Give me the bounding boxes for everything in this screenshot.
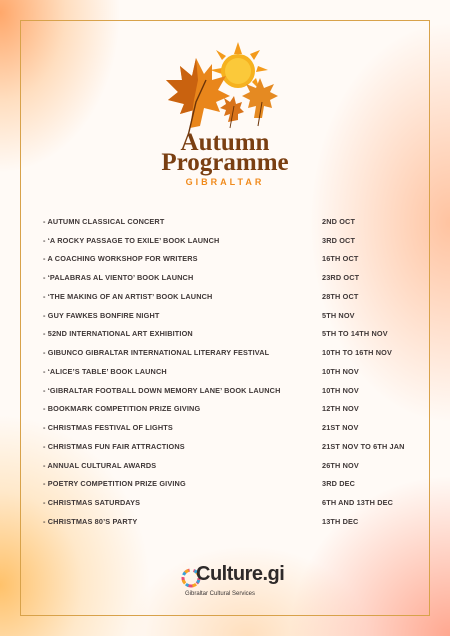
event-name: - CHRISTMAS SATURDAYS	[43, 498, 141, 508]
event-row	[43, 362, 423, 381]
event-row	[43, 418, 423, 437]
event-date: 28TH OCT	[322, 291, 359, 301]
event-list	[43, 212, 423, 531]
event-row	[43, 475, 423, 494]
event-date: 16TH OCT	[322, 254, 359, 264]
event-name: - 52ND INTERNATIONAL ART EXHIBITION	[43, 329, 193, 339]
event-name: - AUTUMN CLASSICAL CONCERT	[43, 216, 165, 226]
title-line-1: Autumn	[180, 129, 270, 156]
event-name: - ‘GIBRALTAR FOOTBALL DOWN MEMORY LANE’ BOOK LAUNCH	[43, 385, 281, 395]
event-row	[43, 231, 423, 250]
event-row	[43, 493, 423, 512]
event-name: - GUY FAWKES BONFIRE NIGHT	[43, 310, 160, 320]
event-date: 21ST NOV TO 6TH JAN	[322, 441, 405, 451]
event-name: - ANNUAL CULTURAL AWARDS	[43, 460, 157, 470]
event-row	[43, 343, 423, 362]
event-name: - POETRY COMPETITION PRIZE GIVING	[43, 479, 186, 489]
event-row	[43, 381, 423, 400]
event-date: 2ND OCT	[322, 216, 356, 226]
event-date: 3RD DEC	[322, 479, 356, 489]
brand-tagline: Gibraltar Cultural Services	[185, 591, 256, 597]
event-row	[43, 306, 423, 325]
maple-leaf-tiny-icon	[220, 96, 244, 128]
event-row	[43, 287, 423, 306]
maple-leaf-small-icon	[242, 78, 278, 126]
event-date: 10TH NOV	[322, 385, 359, 395]
event-name: - CHRISTMAS FUN FAIR ATTRACTIONS	[43, 441, 185, 451]
event-date: 5TH NOV	[322, 310, 355, 320]
event-row	[43, 212, 423, 231]
event-name: - BOOKMARK COMPETITION PRIZE GIVING	[43, 404, 201, 414]
subtitle: GIBRALTAR	[185, 177, 265, 187]
event-date: 10TH NOV	[322, 366, 359, 376]
event-name: - ‘THE MAKING OF AN ARTIST’ BOOK LAUNCH	[43, 291, 213, 301]
event-date: 26TH NOV	[322, 460, 359, 470]
event-row	[43, 268, 423, 287]
event-name: - A COACHING WORKSHOP FOR WRITERS	[43, 254, 198, 264]
event-date: 6TH AND 13TH DEC	[322, 498, 394, 508]
event-row	[43, 437, 423, 456]
event-date: 3RD OCT	[322, 235, 356, 245]
event-date: 10TH TO 16TH NOV	[322, 348, 392, 358]
event-row	[43, 325, 423, 344]
autumn-leaves-sun-illustration	[150, 40, 290, 140]
title-line-2: Programme	[161, 149, 289, 176]
event-date: 13TH DEC	[322, 516, 359, 526]
event-row	[43, 400, 423, 419]
event-name: - ‘ALICE’S TABLE’ BOOK LAUNCH	[43, 366, 167, 376]
event-name: - CHRISTMAS 80’S PARTY	[43, 516, 138, 526]
event-name: - CHRISTMAS FESTIVAL OF LIGHTS	[43, 423, 173, 433]
event-name: - ‘PALABRAS AL VIENTO’ BOOK LAUNCH	[43, 273, 194, 283]
event-row	[43, 456, 423, 475]
event-name: - ‘A ROCKY PASSAGE TO EXILE’ BOOK LAUNCH	[43, 235, 220, 245]
event-name: - GIBUNCO GIBRALTAR INTERNATIONAL LITERARY FESTIVAL	[43, 348, 270, 358]
event-row	[43, 512, 423, 531]
brand-wordmark: Culture.gi	[196, 563, 285, 585]
event-date: 5TH TO 14TH NOV	[322, 329, 388, 339]
event-row	[43, 250, 423, 269]
event-date: 12TH NOV	[322, 404, 359, 414]
event-date: 23RD OCT	[322, 273, 360, 283]
event-date: 21ST NOV	[322, 423, 359, 433]
